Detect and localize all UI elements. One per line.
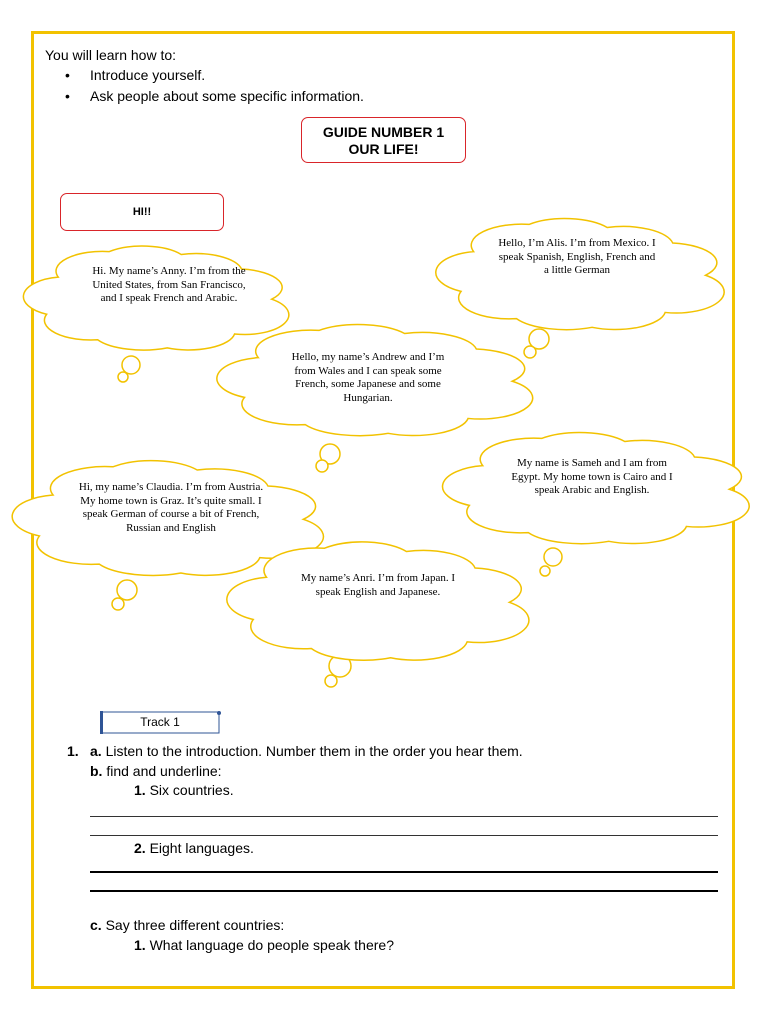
cloud-text: Hello, my name’s Andrew and I’m from Wales and I can speak some French, some Japanese and some Hungarian. xyxy=(291,351,445,404)
bullet-text: Ask people about some specific information. xyxy=(90,88,364,104)
item-number: 1. xyxy=(134,937,146,953)
item-text: Listen to the introduction. Number them in the order you hear them. xyxy=(101,743,523,759)
track-1-box xyxy=(98,710,222,735)
answer-line[interactable] xyxy=(90,890,718,892)
thought-bubble-dot xyxy=(544,548,562,566)
thought-bubble-dot xyxy=(122,356,140,374)
item-number: 1. xyxy=(134,782,146,798)
thought-bubble-dot xyxy=(540,566,550,576)
cloud-text: Hi, my name’s Claudia. I’m from Austria. My home town is Graz. It’s quite small. I speak German of course a bit of French, Russian and English xyxy=(78,481,264,534)
exercise-b1 xyxy=(134,782,234,799)
item-text: Say three different countries: xyxy=(101,917,285,933)
thought-bubble-dot xyxy=(316,460,328,472)
cloud-text: My name is Sameh and I am from Egypt. My home town is Cairo and I speak Arabic and English. xyxy=(511,457,673,496)
item-text: Six countries. xyxy=(145,782,234,798)
thought-bubble-dot xyxy=(524,346,536,358)
answer-line[interactable] xyxy=(90,871,718,873)
guide-title-line1: GUIDE NUMBER 1 xyxy=(322,124,445,140)
bullet-text: Introduce yourself. xyxy=(90,67,206,83)
item-letter: c. xyxy=(90,917,102,933)
thought-bubble-dot xyxy=(117,580,137,600)
exercise-number xyxy=(67,743,79,760)
item-text: Eight languages. xyxy=(145,840,254,856)
thought-bubble-dot xyxy=(118,372,128,382)
item-number: 2. xyxy=(134,840,146,856)
answer-line[interactable] xyxy=(90,835,718,836)
bullet-icon: • xyxy=(65,67,70,83)
intro-heading: You will learn how to: xyxy=(45,47,177,63)
cloud-text: Hello, I’m Alis. I’m from Mexico. I speak Spanish, English, French and a little German xyxy=(498,237,656,276)
hi-label: HI!! xyxy=(132,206,152,218)
thought-bubble-dot xyxy=(325,675,337,687)
exercise-number-text: 1. xyxy=(67,743,79,759)
exercise-a xyxy=(90,743,523,760)
thought-cloud xyxy=(443,432,750,576)
thought-cloud xyxy=(227,542,529,687)
thought-bubble-dot xyxy=(112,598,124,610)
exercise-c xyxy=(90,917,284,934)
guide-title-line2: OUR LIFE! xyxy=(348,141,419,157)
item-letter: a. xyxy=(90,743,102,759)
answer-line[interactable] xyxy=(90,816,718,817)
bullet-icon: • xyxy=(65,88,70,104)
cloud-text: Hi. My name’s Anny. I’m from the United States, from San Francisco, and I speak French and Arabic. xyxy=(92,265,246,304)
item-letter: b. xyxy=(90,763,103,779)
cloud-shape xyxy=(227,542,529,660)
item-text: find and underline: xyxy=(102,763,222,779)
exercise-b2 xyxy=(134,840,254,857)
exercise-b xyxy=(90,763,222,780)
cloud-text: My name’s Anri. I’m from Japan. I speak English and Japanese. xyxy=(301,572,455,598)
exercise-c1 xyxy=(134,937,394,954)
item-text: What language do people speak there? xyxy=(145,937,394,953)
track-label: Track 1 xyxy=(140,715,180,729)
